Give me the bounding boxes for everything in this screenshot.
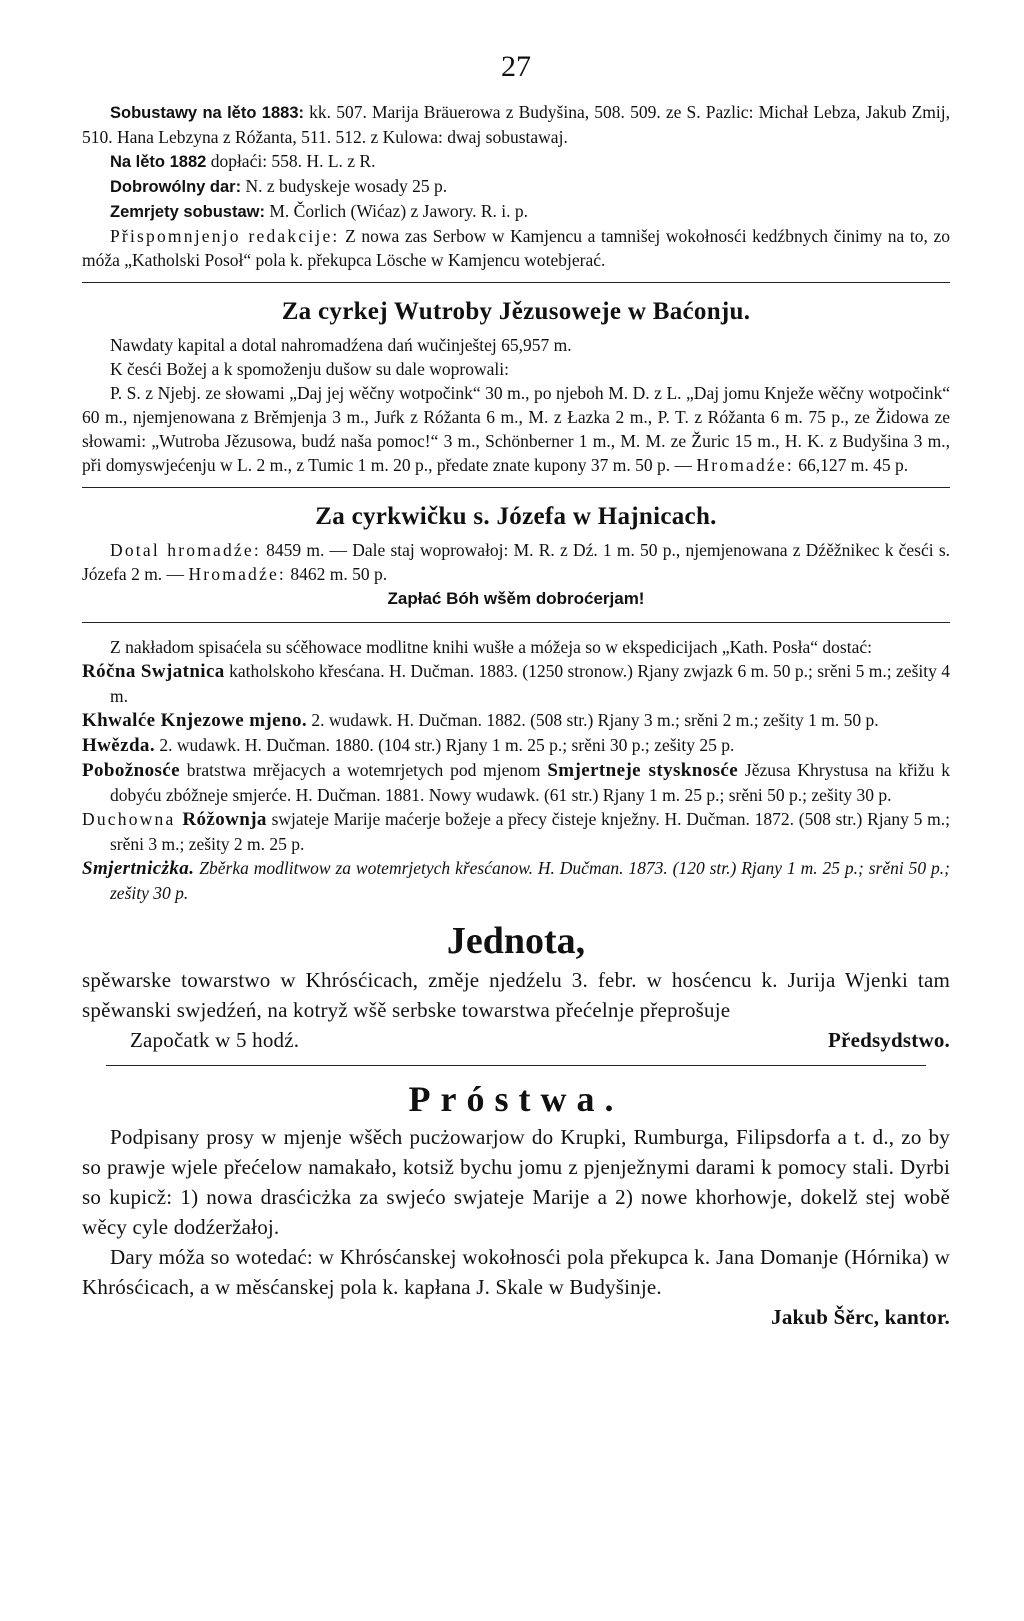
jednota-signature: Předsydstwo. [828, 1028, 950, 1052]
prispomnjenjo-text: Z nowa zas Serbow w Kamjencu a tamnišej wokołnosći kedźbnych činimy na to, zo móža „Katholski Posoł“ pola k. překupca Lösche w Kamjencu wotebjerać. [82, 226, 950, 270]
book-text: Zběrka modlitwow za wotemrjetych křesćanow. H. Dučman. 1873. (120 str.) Rjany 1 m. 25 p.; srěni 50 p.; zešity 30 p. [110, 858, 950, 903]
book-text: bratstwa mrějacych a wotemrjetych pod mjenom [179, 760, 548, 780]
section2-heading: Za cyrkwičku s. Józefa w Hajnicach. [315, 503, 717, 530]
jednota-title: Jednota, [446, 920, 586, 962]
book-text: Jězusa Khrystusa na křižu k dobyću zbóžneje smjerće. H. Dučman. 1881. Nowy wudawk. (61 str.) Rjany 1 m. 25 p.; srěni 50 p.; zešity 30 p. [110, 760, 950, 805]
divider [106, 1065, 926, 1066]
book-title: Róžownja [182, 809, 267, 830]
section1-total-label: Hromadźe: [696, 455, 794, 475]
prispomnjenjo-label: Přispomnjenjo redakcije: [110, 226, 340, 246]
book-title: Róčna Swjatnica [82, 661, 225, 682]
section1-p3 [82, 381, 950, 477]
book-title: Khwalće Knjezowe mjeno. [82, 710, 308, 731]
section1-p3-text: P. S. z Njebj. ze słowami „Daj jej wěčny wotpočink“ 30 m., po njeboh M. D. z L. „Daj jomu Knježe wěčny wotpočink“ 60 m., njemjenowana z Brěmjenja 3 m., Juŕk z Róžanta 6 m., M. z Łazka 2 m., P. T. z Róžanta 6 m. 75 p., ze Židowa ze słowami: „Wutroba Jězusowa, budź naša pomoc!“ 3 m., Schönberner 1 m., M. M. ze Žuric 15 m., H. K. z Budyšina 3 m., při domyswjećenju w L. 2 m., z Tumic 1 m. 20 p., předate znate kupony 37 m. 50 p. — [82, 383, 950, 475]
prostwa-signature: Jakub Šěrc, kantor. [771, 1305, 950, 1329]
page-number: 27 [501, 50, 531, 83]
zemrjety-paragraph [82, 199, 950, 224]
jednota-paragraph: spěwarske towarstwo w Khrósćicach, změje njedźelu 3. febr. w hosćencu k. Jurija Wjenki tam spěwanski swjedźeń, na kotryž wšě serbske towarstwa přećelnje přeprošuje [82, 968, 950, 1022]
prostwa-p1: Podpisany prosy w mjenje wšěch pucżowarjow do Krupki, Rumburga, Filipsdorfa a t. d., zo by so prawje wjele přećelow namakało, kotsiž bychu jomu z pjenježnymi darami k pomocy stali. Dyrbi so kupicž: 1) nowa drasćicżka za swjećo swjateje Marije a 2) nowe khorhowje, dokelž stej wobě wěcy cyle dodźeržałoj. [82, 1125, 950, 1239]
jednota-start: Započatk w 5 hodź. [130, 1028, 300, 1052]
divider [82, 487, 950, 488]
jednota-footer [82, 1025, 950, 1055]
dar-text: N. z budyskeje wosady 25 p. [241, 176, 448, 196]
dar-label: Dobrowólny dar: [110, 178, 242, 196]
prispomnjenjo-paragraph [82, 224, 950, 272]
document-page [82, 52, 950, 1332]
prostwa-p2: Dary móža so wotedać: w Khrósćanskej wokołnosći pola překupca k. Jana Domanje (Hórnika) w Khrósćicach, a w měsćanskej pola k. kapłana J. Skale w Budyšinje. [82, 1245, 950, 1299]
section1-p1: Nawdaty kapital a dotal nahromadźena dań wučinještej 65,957 m. [110, 335, 572, 355]
book-text: swjateje Marije maćerje božeje a přecy čisteje knježny. H. Dučman. 1872. (508 str.) Rjany 5 m.; srěni 3 m.; zešity 2 m. 25 p. [110, 809, 950, 854]
book-title: Hwězda. [82, 735, 155, 756]
book-text: 2. wudawk. H. Dučman. 1880. (104 str.) Rjany 1 m. 25 p.; srěni 30 p.; zešity 25 p. [154, 735, 735, 755]
book-title: Smjertnicżka. [82, 858, 195, 879]
dar-paragraph [82, 174, 950, 199]
section1-heading: Za cyrkej Wutroby Jězusoweje w Baćonju. [281, 298, 751, 325]
sobustawy-text: kk. 507. Marija Bräuerowa z Budyšina, 508. 509. ze S. Pazlic: Michał Lebza, Jakub Zmij, 510. Hana Lebzyna z Róžanta, 511. 512. z Kulowa: dwaj sobustawaj. [82, 102, 950, 147]
book-title: Smjertneje stysknosće [547, 760, 739, 781]
book-pre: Duchowna [82, 809, 183, 829]
book-text: katholskoho křesćana. H. Dučman. 1883. (1250 stronow.) Rjany zwjazk 6 m. 50 p.; srěni 5 m.; zešity 4 m. [110, 661, 950, 706]
sobustawy-label: Sobustawy na lěto 1883: [110, 104, 304, 122]
divider [82, 282, 950, 283]
book-text: 2. wudawk. H. Dučman. 1882. (508 str.) Rjany 3 m.; srěni 2 m.; zešity 1 m. 50 p. [307, 710, 879, 730]
section1-p2: K česći Božej a k spomoženju dušow su dale woprowali: [110, 359, 510, 379]
book-khwalce [82, 708, 950, 733]
book-poboznosce [82, 758, 950, 807]
leto1882-text: dopłaći: 558. H. L. z R. [206, 151, 376, 171]
section2-paragraph [82, 538, 950, 586]
book-title: Pobožnosće [82, 760, 180, 781]
sobustawy-paragraph [82, 100, 950, 149]
section2-dotal-text: 8459 m. — Dale staj woprowałoj: M. R. z Dź. 1 m. 50 p., njemjenowana z Dźěžnikec k česći s. Józefa 2 m. — [82, 540, 951, 584]
zemrjety-text: M. Čorlich (Wićaz) z Jawory. R. i. p. [264, 201, 528, 221]
zemrjety-label: Zemrjety sobustaw: [110, 203, 265, 221]
book-rozownja [82, 807, 950, 856]
leto1882-label: Na lěto 1882 [110, 153, 207, 171]
books-intro: Z nakładom spisaćela su sćěhowace modlitne knihi wušłe a móžeja so w ekspedicijach „Kath. Posła“ dostać: [110, 637, 872, 657]
section2-dotal-label: Dotal hromadźe: [110, 540, 261, 560]
book-smjertnicka [82, 856, 950, 905]
leto1882-paragraph [82, 149, 950, 174]
section1-total-value: 66,127 m. 45 p. [793, 455, 909, 475]
book-rocna-swjatnica [82, 659, 950, 708]
book-hwezda [82, 733, 950, 758]
prostwa-footer [82, 1302, 950, 1332]
section2-total-label: Hromadźe: [188, 564, 286, 584]
section2-thanks: Zapłać Bóh wšěm dobroćerjam! [387, 589, 645, 608]
section2-total-value: 8462 m. 50 p. [285, 564, 388, 584]
divider [82, 622, 950, 623]
prostwa-title: Próstwa. [408, 1079, 624, 1119]
